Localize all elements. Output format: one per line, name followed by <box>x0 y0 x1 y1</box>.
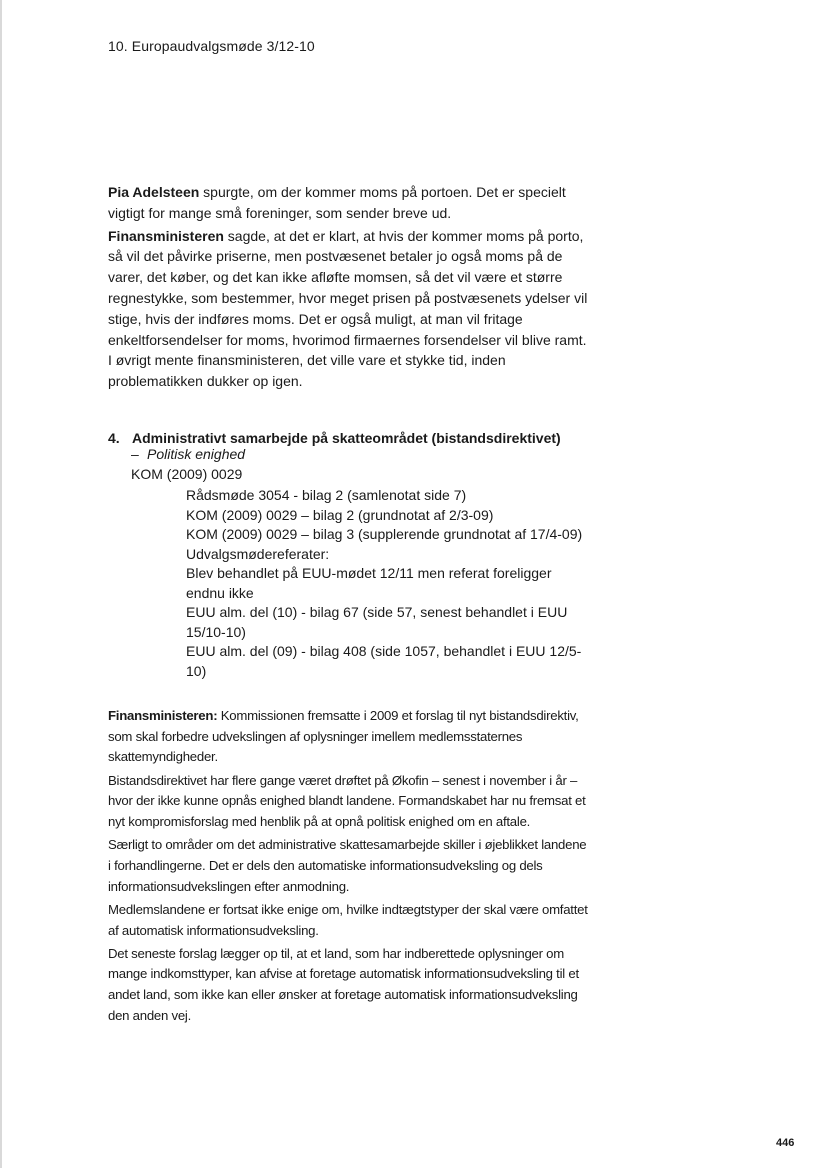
minutes-paragraph <box>108 706 592 768</box>
page-number: 446 <box>776 1137 795 1149</box>
agenda-status: – Politisk enighed <box>131 444 245 464</box>
discussion-section <box>108 182 590 392</box>
agenda-item-title: Administrativt samarbejde på skatteområdet (bistandsdirektivet) <box>132 430 561 446</box>
paragraph-text: spurgte, om der kommer moms på portoen. Det er specielt vigtigt for mange små foreninger, som sender breve ud. <box>108 184 566 221</box>
reference-item: KOM (2009) 0029 – bilag 2 (grundnotat af 2/3-09) <box>186 506 494 523</box>
paragraph-text: Kommissionen fremsatte i 2009 et forslag til nyt bistandsdirektiv, som skal forbedre udvekslingen af oplysninger imellem medlemsstaternes skattemyndigheder. <box>108 708 579 765</box>
paragraph-finansministeren <box>108 226 590 392</box>
page-header: 10. Europaudvalgsmøde 3/12-10 <box>108 38 315 54</box>
speaker-name: Pia Adelsteen <box>108 184 200 200</box>
reference-list <box>186 486 586 681</box>
reference-item: Blev behandlet på EUU-mødet 12/11 men referat foreligger endnu ikke <box>186 565 552 601</box>
minutes-paragraph: Det seneste forslag lægger op til, at et land, som har indberettede oplysninger om mange indkomsttyper, kan afvise at foretage automatisk informationsudveksling til et andet land, som ikke kan eller ønsker at foretage automatisk informationsudveksling den anden vej. <box>108 945 579 1023</box>
scan-edge <box>0 0 2 1168</box>
reference-item: KOM (2009) 0029 – bilag 3 (supplerende grundnotat af 17/4-09) <box>186 526 583 542</box>
reference-item: EUU alm. del (10) - bilag 67 (side 57, senest behandlet i EUU 15/10-10) <box>186 604 568 640</box>
minutes-paragraph: Særligt to områder om det administrative skattesamarbejde skiller i øjeblikket landene i forhandlingerne. Det er dels den automatiske informationsudveksling og dels informationsudvekslingen efter anmodning. <box>108 837 587 894</box>
reference-item: EUU alm. del (09) - bilag 408 (side 1057, behandlet i EUU 12/5-10) <box>186 643 582 679</box>
paragraph-adelsteen <box>108 182 590 224</box>
speaker-name: Finansministeren <box>108 227 224 244</box>
agenda-item-number: 4. <box>108 430 120 446</box>
reference-item: Rådsmøde 3054 - bilag 2 (samlenotat side 7) <box>186 487 467 503</box>
minutes-paragraph: Bistandsdirektivet har flere gange været drøftet på Økofin – senest i november i år – hvor der ikke kunne opnås enighed blandt landene. Formandskabet har nu fremsat et nyt kompromisforslag med henblik på at opnå politisk enighed om en aftale. <box>108 772 586 830</box>
paragraph-text: sagde, at det er klart, at hvis der kommer moms på porto, så vil det påvirke priserne, men postvæsenet betaler jo også moms på de varer, det køber, og det kan ikke afløfte momsen, så det vil være et større regnestykke, som bestemmer, hvor meget prisen på postvæsenets ydelser vil stige, hvis der indføres moms. Det er også muligt, at man vil fritage enkeltforsendelser for moms, hvorimod firmaernes forsendelser vil blive ramt. I øvrigt mente finansministeren, det ville vare et stykke tid, inden problematikken dukker op igen. <box>108 227 588 390</box>
reference-item: Udvalgsmødereferater: <box>186 545 330 562</box>
minutes-paragraph: Medlemslandene er fortsat ikke enige om, hvilke indtægtstyper der skal være omfattet af automatisk informationsudveksling. <box>108 901 588 938</box>
agenda-kom-reference: KOM (2009) 0029 <box>131 466 243 482</box>
minutes-section <box>108 706 592 1029</box>
speaker-name: Finansministeren: <box>108 708 218 723</box>
agenda-item-meta <box>131 444 245 484</box>
